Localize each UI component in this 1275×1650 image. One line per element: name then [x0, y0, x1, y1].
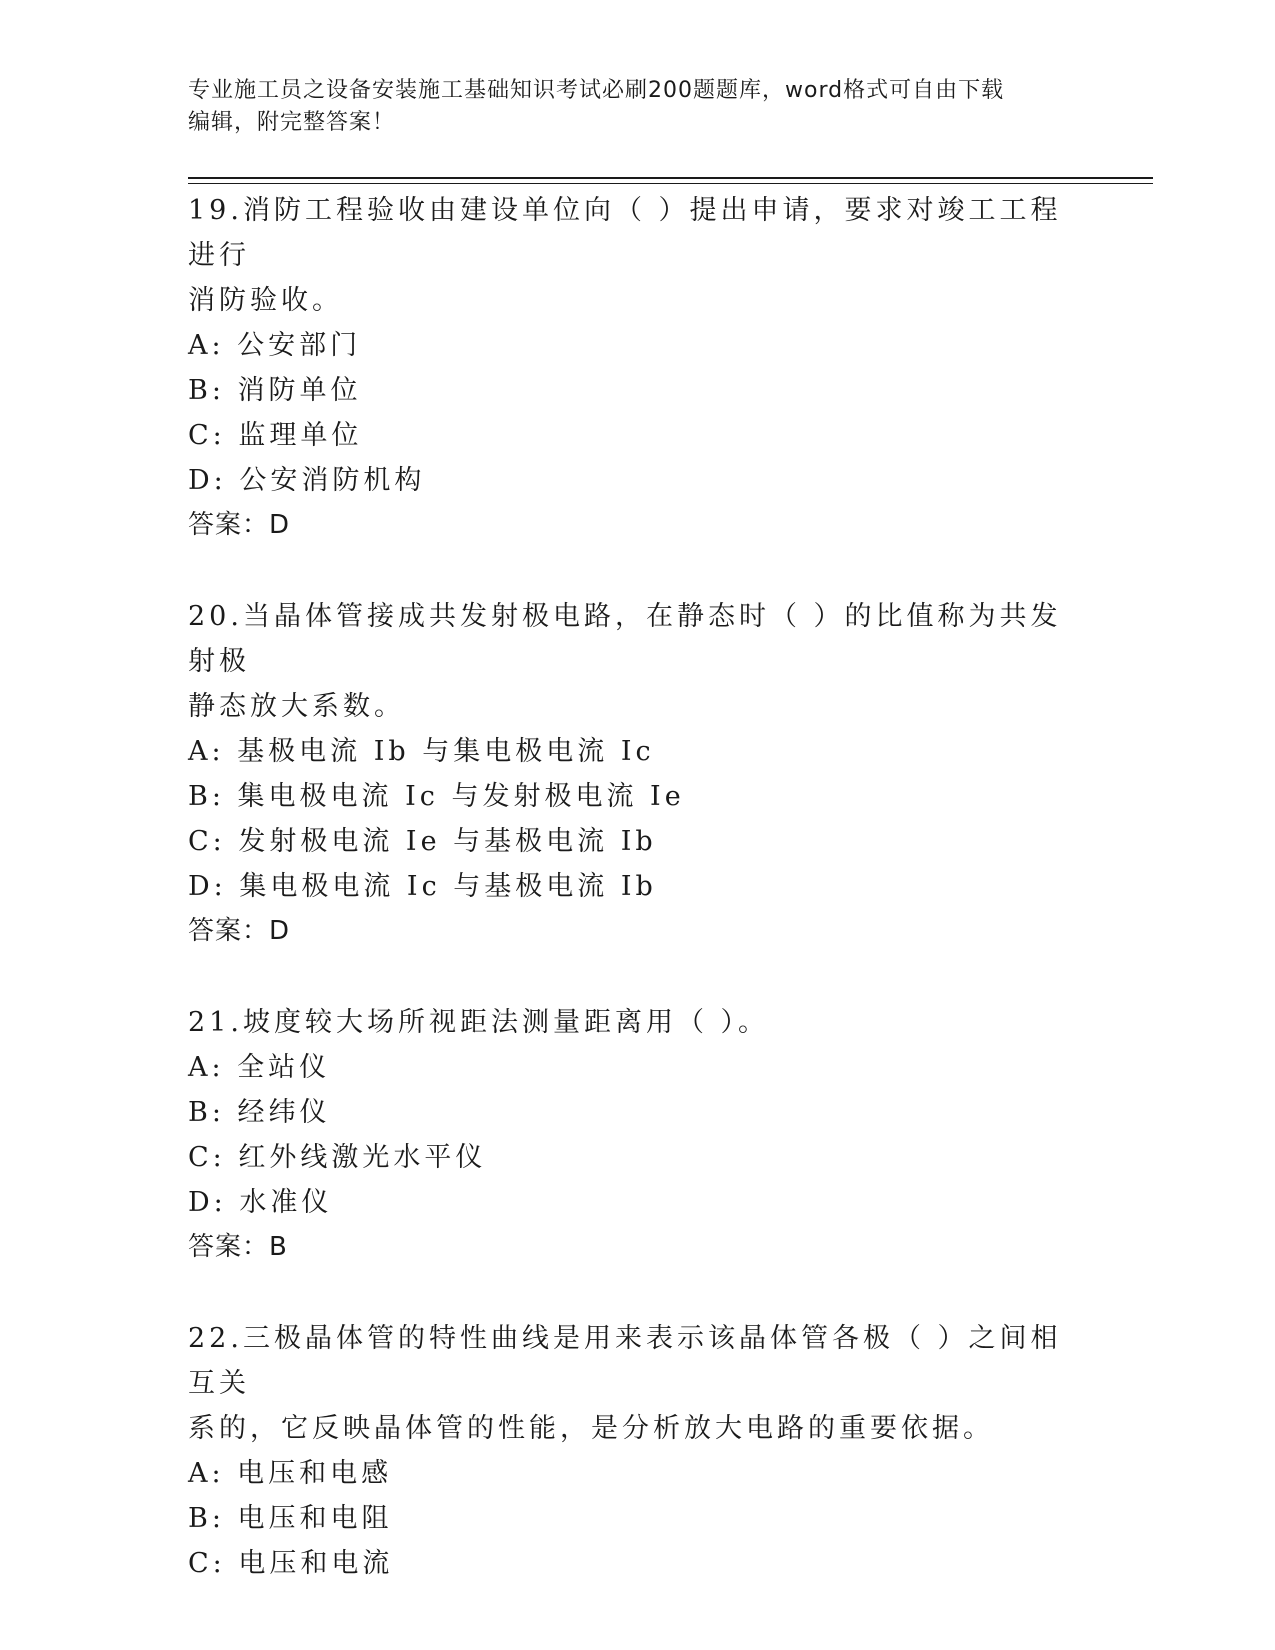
header-title-line-2: 编辑，附完整答案！: [188, 110, 396, 135]
option-d: D: 集电极电流 Ic 与基极电流 Ib: [188, 871, 657, 902]
option-b: B: 电压和电阻: [188, 1503, 393, 1534]
option-c: C: 发射极电流 Ie 与基极电流 Ib: [188, 826, 657, 857]
option-b: B: 集电极电流 Ic 与发射极电流 Ie: [188, 781, 685, 812]
option-c: C: 红外线激光水平仪: [188, 1142, 487, 1173]
question-20: [188, 594, 1068, 954]
option-a: A: 全站仪: [188, 1052, 331, 1083]
question-stem: 20.当晶体管接成共发射极电路，在静态时（ ）的比值称为共发射极: [188, 601, 1062, 677]
option-a: A: 公安部门: [188, 330, 362, 361]
question-21: [188, 1000, 1068, 1270]
header-divider-thick: [188, 177, 1153, 179]
header-divider-thin: [188, 183, 1153, 184]
option-c: C: 监理单位: [188, 420, 363, 451]
question-stem: 21.坡度较大场所视距法测量距离用（ ）。: [188, 1007, 770, 1038]
question-stem-continued: 消防验收。: [188, 285, 343, 316]
option-b: B: 消防单位: [188, 375, 362, 406]
option-d: D: 公安消防机构: [188, 465, 426, 496]
option-c: C: 电压和电流: [188, 1548, 394, 1579]
question-22: [188, 1316, 1068, 1586]
question-19: [188, 188, 1068, 548]
question-stem: 22.三极晶体管的特性曲线是用来表示该晶体管各极（ ）之间相互关: [188, 1323, 1062, 1399]
answer-line: 答案：D: [188, 916, 291, 946]
question-stem: 19.消防工程验收由建设单位向（ ）提出申请，要求对竣工工程进行: [188, 195, 1062, 271]
answer-line: 答案：B: [188, 1232, 288, 1262]
option-d: D: 水准仪: [188, 1187, 333, 1218]
answer-line: 答案：D: [188, 510, 291, 540]
option-a: A: 电压和电感: [188, 1458, 393, 1489]
question-stem-continued: 系的，它反映晶体管的性能，是分析放大电路的重要依据。: [188, 1413, 994, 1444]
question-stem-continued: 静态放大系数。: [188, 691, 405, 722]
header-title-line-1: 专业施工员之设备安装施工基础知识考试必刷200题题库，word格式可自由下载: [188, 78, 1005, 103]
option-b: B: 经纬仪: [188, 1097, 331, 1128]
option-a: A: 基极电流 Ib 与集电极电流 Ic: [188, 736, 655, 767]
question-list: [188, 188, 1068, 1632]
document-header: [188, 75, 1088, 139]
